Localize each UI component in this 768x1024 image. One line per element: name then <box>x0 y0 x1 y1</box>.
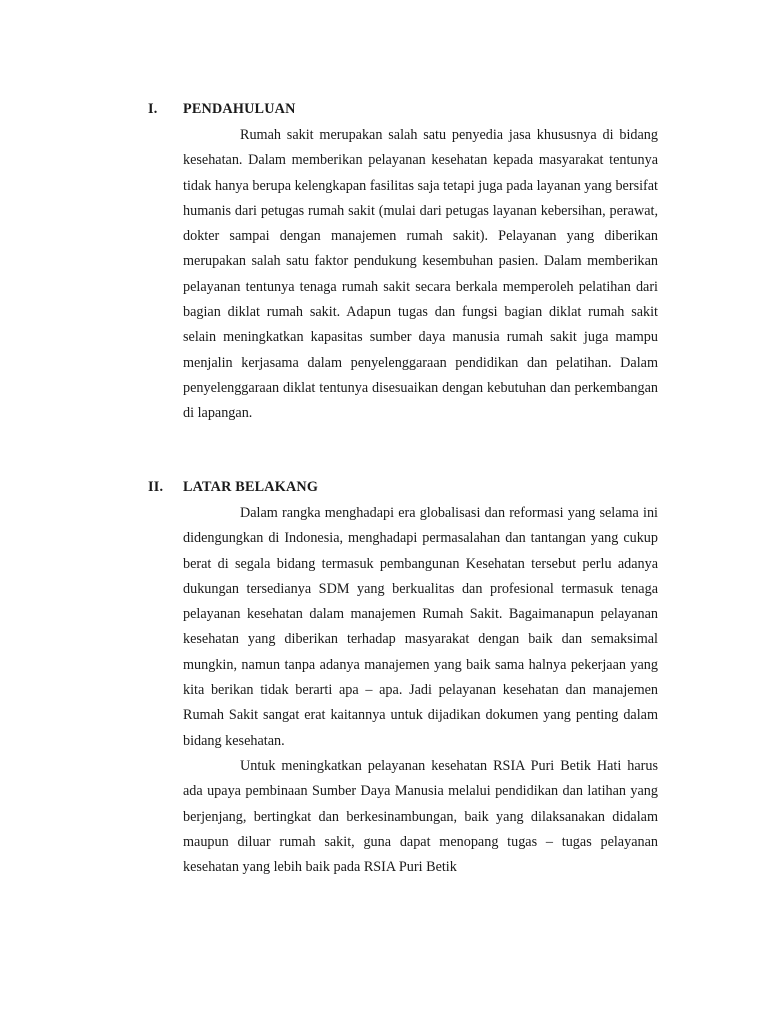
section-heading <box>0 479 768 501</box>
section-pendahuluan <box>0 101 768 427</box>
paragraph: Dalam rangka menghadapi era globalisasi dan reformasi yang selama ini didengungkan di Indonesia, menghadapi permasalahan dan tantangan yang cukup berat di segala bidang termasuk pembangunan Kesehatan tersebut perlu adanya dukungan tersedianya SDM yang berkualitas dan profesional termasuk tenaga pelayanan kesehatan dalam manajemen Rumah Sakit. Bagaimanapun pelayanan kesehatan yang diberikan terhadap masyarakat dengan baik dan semaksimal mungkin, namun tanpa adanya manajemen yang baik sama halnya pekerjaan yang kita berikan tidak berarti apa – apa. Jadi pelayanan kesehatan dan manajemen Rumah Sakit sangat erat kaitannya untuk dijadikan dokumen yang penting dalam bidang kesehatan. <box>183 505 658 749</box>
section-number: II. <box>148 479 164 495</box>
section-latar-belakang <box>0 479 768 880</box>
section-heading <box>0 101 768 123</box>
section-title: PENDAHULUAN <box>183 101 296 117</box>
paragraph: Untuk meningkatkan pelayanan kesehatan RSIA Puri Betik Hati harus ada upaya pembinaan Sumber Daya Manusia melalui pendidikan dan latihan yang berjenjang, bertingkat dan berkesinambungan, baik yang dilaksanakan didalam maupun diluar rumah sakit, guna dapat menopang tugas – tugas pelayanan kesehatan yang lebih baik pada RSIA Puri Betik <box>183 757 658 876</box>
paragraph: Rumah sakit merupakan salah satu penyedia jasa khususnya di bidang kesehatan. Dalam memberikan pelayanan kesehatan kepada masyarakat tentunya tidak hanya berupa kelengkapan fasilitas saja tetapi juga pada layanan yang bersifat humanis dari petugas rumah sakit (mulai dari petugas layanan kebersihan, perawat, dokter sampai dengan manajemen rumah sakit). Pelayanan yang diberikan merupakan salah satu faktor pendukung kesembuhan pasien. Dalam memberikan pelayanan tentunya tenaga rumah sakit secara berkala memperoleh pelatihan dari bagian diklat rumah sakit. Adapun tugas dan fungsi bagian diklat rumah sakit selain meningkatkan kapasitas sumber daya manusia rumah sakit juga mampu menjalin kerjasama dalam penyelenggaraan pendidikan dan pelatihan. Dalam penyelenggaraan diklat tentunya disesuaikan dengan kebutuhan dan perkembangan di lapangan. <box>183 127 658 422</box>
section-title: LATAR BELAKANG <box>183 479 319 495</box>
section-number: I. <box>148 101 158 117</box>
